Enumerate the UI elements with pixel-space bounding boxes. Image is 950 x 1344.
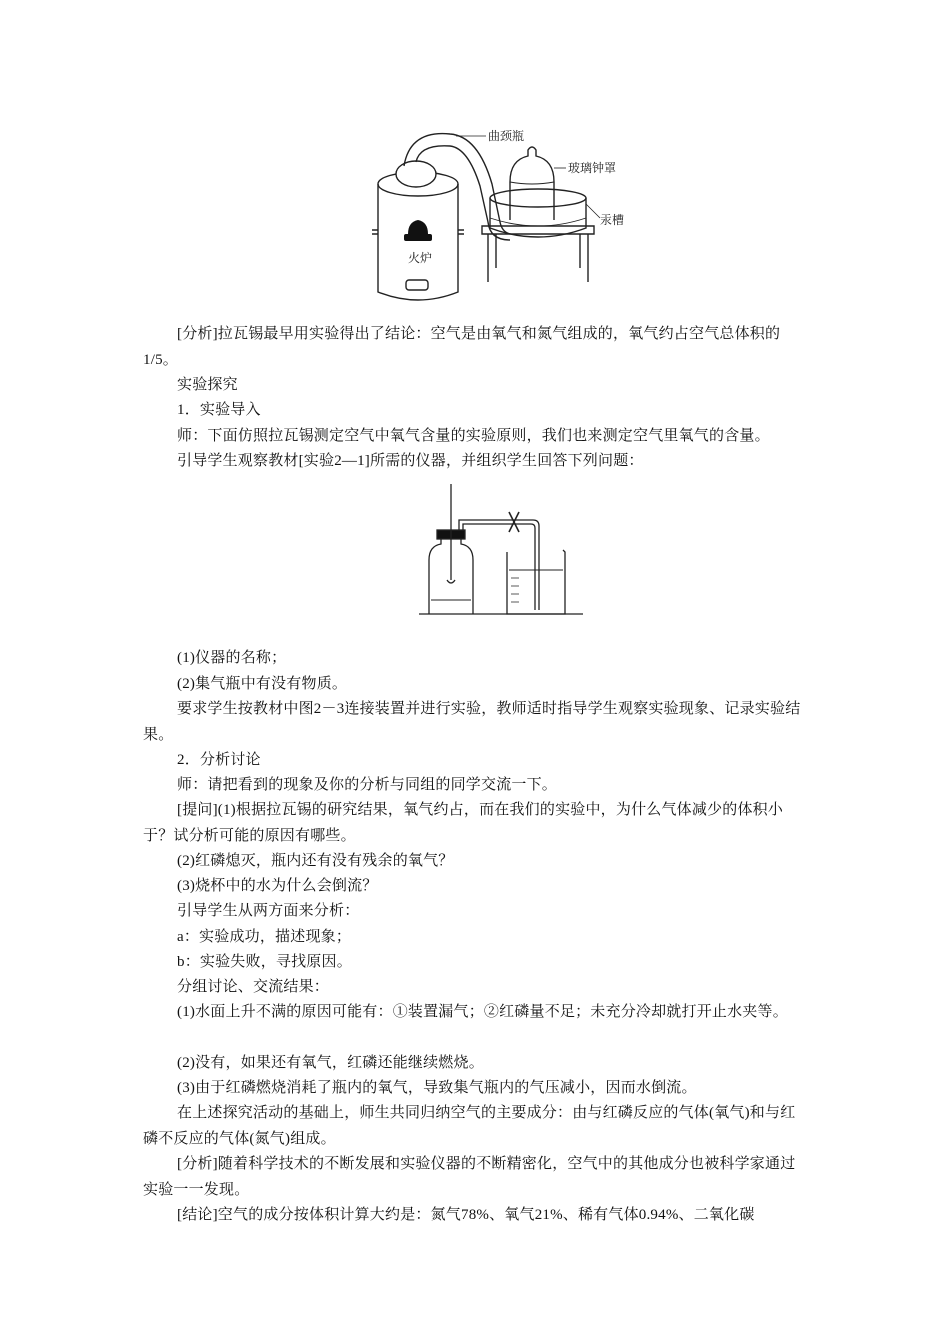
paragraph: 引导学生从两方面来分析： [177, 903, 360, 919]
answer-item: (1)水面上升不满的原因可能有：①装置漏气；②红磷量不足；未充分冷却就打开止水夹等。 [177, 1004, 788, 1020]
question-item: (3)烧杯中的水为什么会倒流？ [177, 878, 378, 894]
label-trough: 汞槽 [600, 213, 625, 227]
section-heading: 实验探究 [177, 377, 238, 393]
paragraph: [分析]随着科学技术的不断发展和实验仪器的不断精密化，空气中的其他成分也被科学家通过实验一一发现。 [143, 1156, 796, 1198]
paragraph: 要求学生按教材中图2－3连接装置并进行实验，教师适时指导学生观察实验现象、记录实验结果。 [143, 701, 801, 743]
answer-item: (3)由于红磷燃烧消耗了瓶内的氧气，导致集气瓶内的气压减小，因而水倒流。 [177, 1080, 697, 1096]
question-item: (2)集气瓶中有没有物质。 [177, 676, 348, 692]
label-furnace: 火炉 [408, 251, 433, 265]
paragraph: 在上述探究活动的基础上，师生共同归纳空气的主要成分：由与红磷反应的气体(氧气)和与红磷不反应的气体(氮气)组成。 [143, 1105, 796, 1147]
list-item: a：实验成功，描述现象； [177, 929, 352, 945]
list-item: b：实验失败，寻找原因。 [177, 954, 352, 970]
paragraph: 师：下面仿照拉瓦锡测定空气中氧气含量的实验原则，我们也来测定空气里氧气的含量。 [177, 428, 770, 444]
flame-icon [404, 220, 432, 241]
paragraph: 分组讨论、交流结果： [177, 979, 330, 995]
paragraph: [分析]拉瓦锡最早用实验得出了结论：空气是由氧气和氮气组成的，氧气约占空气总体积的1/5。 [143, 326, 781, 368]
paragraph: 引导学生观察教材[实验2—1]所需的仪器，并组织学生回答下列问题： [177, 453, 644, 469]
paragraph: [结论]空气的成分按体积计算大约是：氮气78%、氧气21%、稀有气体0.94%、二氧化碳 [177, 1207, 755, 1223]
subsection-heading: 1．实验导入 [177, 402, 261, 418]
paragraph: [提问](1)根据拉瓦锡的研究结果，氧气约占，而在我们的实验中，为什么气体减少的体积小于？试分析可能的原因有哪些。 [143, 802, 784, 844]
label-bell-jar: 玻璃钟罩 [568, 161, 617, 175]
label-retort: 曲颈瓶 [488, 129, 525, 143]
subsection-heading: 2．分析讨论 [177, 752, 261, 768]
question-item: (1)仪器的名称； [177, 650, 287, 666]
oxygen-measurement-apparatus-figure [415, 480, 585, 620]
paragraph: 师：请把看到的现象及你的分析与同组的同学交流一下。 [177, 777, 558, 793]
answer-item: (2)没有，如果还有氧气，红磷还能继续燃烧。 [177, 1055, 484, 1071]
furnace-body [378, 184, 458, 300]
lavoisier-apparatus-figure [360, 122, 650, 310]
question-item: (2)红磷熄灭，瓶内还有没有残余的氧气？ [177, 853, 454, 869]
furnace-vent [406, 280, 428, 290]
